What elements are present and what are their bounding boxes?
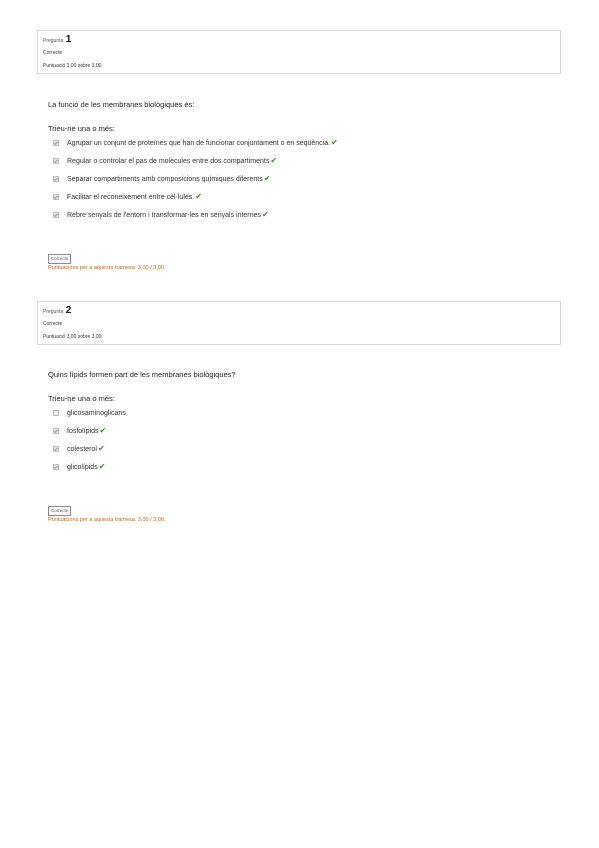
feedback-score: Puntuacions per a aquesta tramesa: 3,00 / 3,00. — [48, 265, 166, 271]
question-number — [43, 305, 71, 318]
answer-checkbox[interactable] — [53, 464, 59, 470]
question-state: Correcte — [43, 321, 63, 327]
check-mark-icon: ✔ — [261, 210, 269, 219]
check-mark-icon: ✔ — [270, 156, 278, 165]
answer-checkbox[interactable] — [53, 140, 59, 146]
check-mark-icon: ✔ — [98, 462, 106, 471]
answer-option-label: Separar compartiments amb composicions químiques diferents — [67, 175, 263, 183]
answer-checkbox[interactable] — [53, 428, 59, 434]
question-number-value: 1 — [65, 34, 72, 45]
feedback-state-badge: Correcte — [48, 506, 71, 516]
question-text: Quins lípids formen part de les membranes biològiques? — [48, 370, 236, 379]
answer-option-label: Regular o controlar el pas de molècules entre dos compartiments — [67, 157, 270, 165]
answer-prompt: Trieu-ne una o més: — [48, 124, 115, 133]
question-number — [43, 34, 71, 47]
answer-checkbox[interactable] — [53, 212, 59, 218]
answer-option-label: fosfolípids — [67, 427, 99, 435]
answer-option[interactable] — [53, 156, 277, 166]
question-grade: Puntuació 3,00 sobre 3,00 — [43, 334, 102, 340]
answer-checkbox[interactable] — [53, 194, 59, 200]
question-state: Correcte — [43, 50, 63, 56]
question-grade: Puntuació 3,00 sobre 3,00 — [43, 63, 102, 69]
check-mark-icon: ✔ — [331, 138, 338, 147]
answer-option[interactable] — [53, 138, 338, 148]
question-label: Pregunta — [43, 38, 64, 44]
answer-option[interactable] — [53, 444, 105, 454]
answer-checkbox[interactable] — [53, 446, 59, 452]
check-mark-icon: ✔ — [195, 192, 202, 201]
answer-option-label: Facilitar el reconeixement entre cèl·lules. — [67, 193, 195, 201]
feedback-state-badge: Correcte — [48, 254, 71, 264]
question-label: Pregunta — [43, 309, 64, 315]
answer-option[interactable] — [53, 210, 269, 220]
question-text: La funció de les membranes biològiques és: — [48, 100, 195, 109]
answer-option-label: colesterol — [67, 445, 97, 453]
answer-option-label: glicosaminoglicans — [67, 409, 126, 417]
check-mark-icon: ✔ — [97, 444, 105, 453]
answer-checkbox[interactable] — [53, 158, 59, 164]
question-number-value: 2 — [65, 305, 72, 316]
answer-prompt: Trieu-ne una o més: — [48, 394, 115, 403]
answer-checkbox[interactable] — [53, 176, 59, 182]
answer-checkbox[interactable] — [53, 410, 59, 416]
answer-option[interactable] — [53, 192, 202, 202]
answer-option-label: Agrupar un conjunt de proteïnes que han de funcionar conjuntament o en seqüència. — [67, 139, 331, 147]
feedback-score: Puntuacions per a aquesta tramesa: 3,00 / 3,00. — [48, 517, 166, 523]
check-mark-icon: ✔ — [263, 174, 271, 183]
answer-option[interactable] — [53, 426, 106, 436]
question-info-box — [37, 301, 561, 345]
answer-option-label: glicolípids — [67, 463, 98, 471]
answer-option[interactable] — [53, 408, 126, 418]
question-info-box — [37, 30, 561, 74]
answer-option-label: Rebre senyals de l'entorn i transformar-les en senyals internes — [67, 211, 261, 219]
check-mark-icon: ✔ — [99, 426, 107, 435]
answer-option[interactable] — [53, 462, 105, 472]
answer-option[interactable] — [53, 174, 270, 184]
